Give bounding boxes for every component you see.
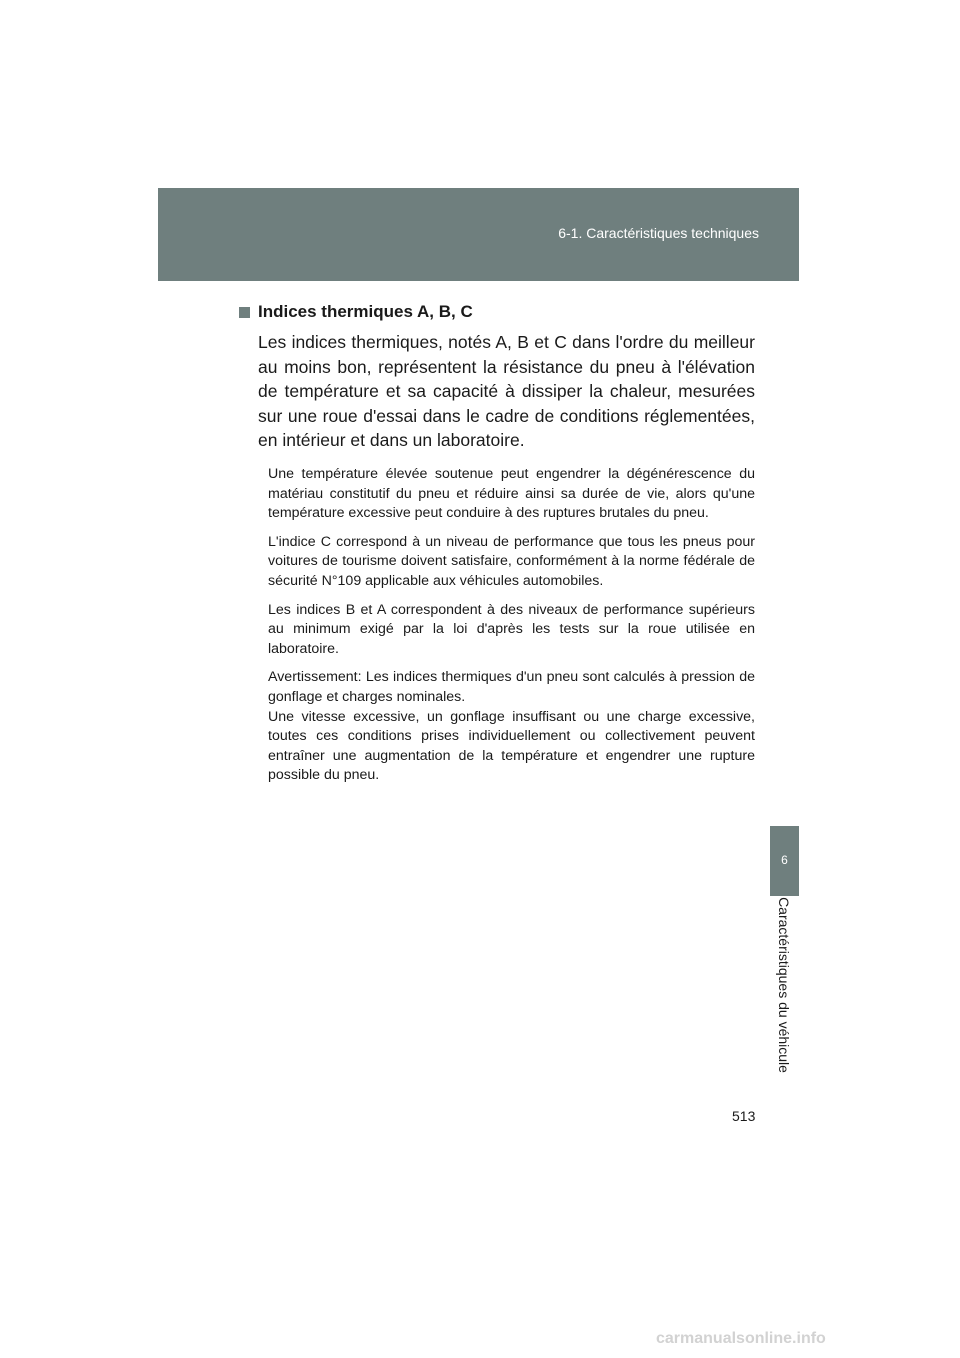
notes-block [268,465,755,786]
chapter-tab [770,826,799,896]
section-heading-text: Indices thermiques A, B, C [258,302,473,321]
warning-line: Une vitesse excessive, un gonflage insuffisant ou une charge excessive, toutes ces conditions prises individuellement ou collectivement peuvent entraîner une augmentation de la température et engendrer une rupture possible du pneu. [268,708,755,784]
page-number: 513 [732,1108,756,1124]
note-paragraph: L'indice C correspond à un niveau de performance que tous les pneus pour voitures de tourisme doivent satisfaire, conformément à la norme fédérale de sécurité N°109 applicable aux véhicules automobiles. [268,533,755,589]
intro-paragraph: Les indices thermiques, notés A, B et C dans l'ordre du meilleur au moins bon, représentent la résistance du pneu à l'élévation de température et sa capacité à dissiper la chaleur, mesurées sur une roue d'essai dans le cadre de conditions réglementées, en intérieur et dans un laboratoire. [258,332,755,451]
section-header-band [158,188,799,281]
warning-line: Avertissement: Les indices thermiques d'un pneu sont calculés à pression de gonflage et charges nominales. [268,669,755,705]
note-paragraph: Une température élevée soutenue peut engendrer la dégénérescence du matériau constitutif du pneu et réduire ainsi sa durée de vie, alors qu'une température excessive peut conduire à des ruptures brutales du pneu. [268,465,755,522]
watermark: carmanualsonline.info [656,1330,826,1347]
warning-paragraph [268,668,755,786]
chapter-label: Caractéristiques du véhicule [776,897,792,1073]
section-heading [240,300,755,324]
note-paragraph: Les indices B et A correspondent à des niveaux de performance supérieurs au minimum exigé par la loi d'après les tests sur la roue utilisée en laboratoire. [268,601,755,657]
page-content [240,300,755,795]
section-title: 6-1. Caractéristiques techniques [558,225,759,241]
square-bullet-icon [239,307,250,318]
chapter-number: 6 [781,853,788,867]
